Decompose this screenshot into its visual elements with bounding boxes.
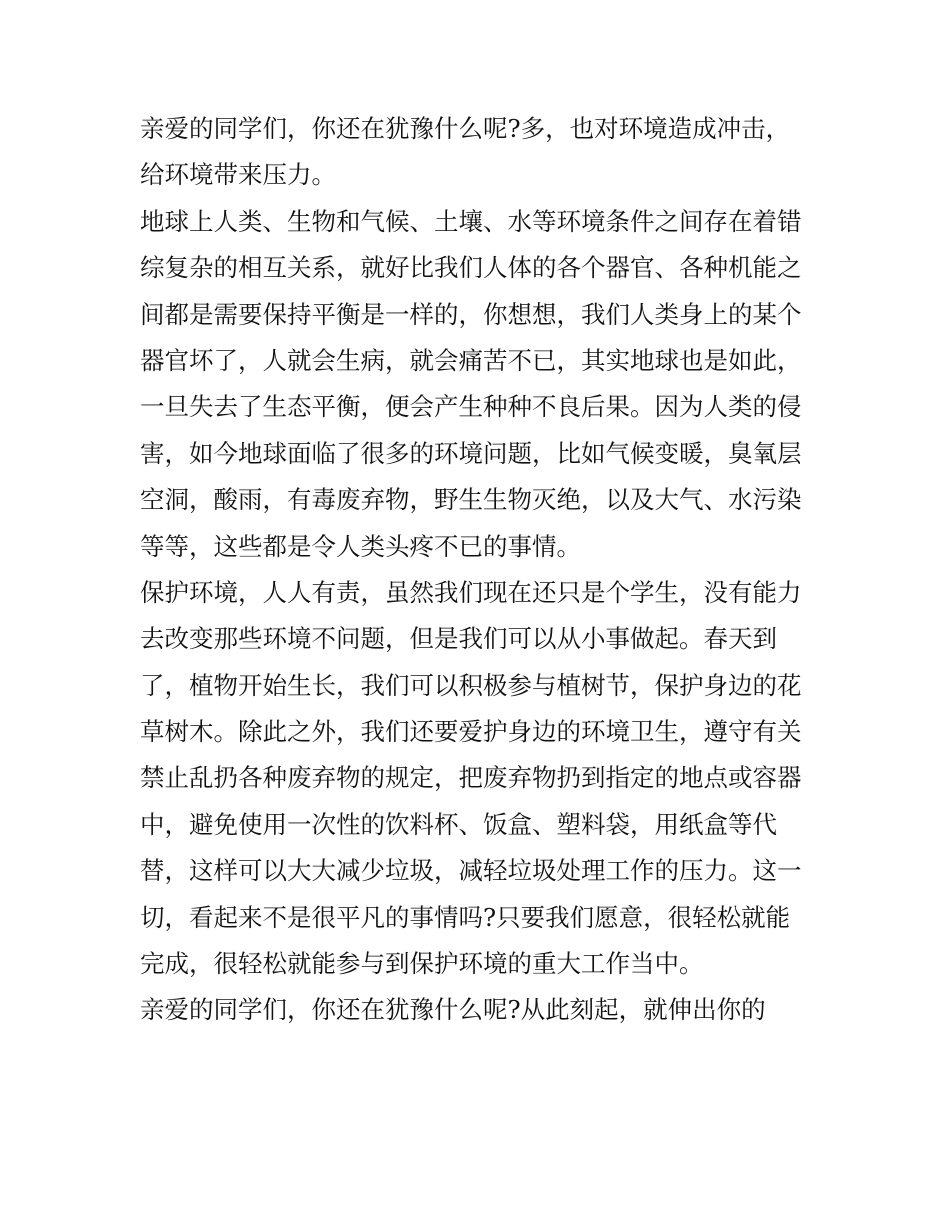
text-line: 地球上人类、生物和气候、土壤、水等环境条件之间存在着错 [140,206,802,236]
text-line: 去改变那些环境不问题，但是我们可以从小事做起。春天到 [140,624,777,654]
text-line: 切，看起来不是很平凡的事情吗?只要我们愿意，很轻松就能 [140,902,791,932]
text-line: 综复杂的相互关系，就好比我们人体的各个器官、各种机能之 [140,253,802,283]
text-line: 了，植物开始生长，我们可以积极参与植树节，保护身边的花 [140,670,802,700]
text-line: 完成，很轻松就能参与到保护环境的重大工作当中。 [140,949,704,979]
text-line: 害，如今地球面临了很多的环境问题，比如气候变暖，臭氧层 [140,438,802,468]
paragraph-4 [140,987,812,1033]
text-line: 一旦失去了生态平衡，便会产生种种不良后果。因为人类的侵 [140,392,802,422]
text-line: 等等，这些都是令人类头疼不已的事情。 [140,531,581,561]
paragraph-3 [140,570,812,988]
text-line: 中，避免使用一次性的饮料杯、饭盒、塑料袋，用纸盒等代 [140,809,777,839]
text-line: 给环境带来压力。 [140,160,336,190]
paragraph-2 [140,199,812,570]
text-line: 器官坏了，人就会生病，就会痛苦不已，其实地球也是如此， [140,345,802,375]
text-line: 保护环境，人人有责，虽然我们现在还只是个学生，没有能力 [140,577,802,607]
text-line: 亲爱的同学们，你还在犹豫什么呢?从此刻起，就伸出你的 [140,995,766,1025]
text-line: 替，这样可以大大减少垃圾，减轻垃圾处理工作的压力。这一 [140,856,802,886]
document-body [140,106,812,1034]
text-line: 间都是需要保持平衡是一样的，你想想，我们人类身上的某个 [140,299,802,329]
text-line: 亲爱的同学们，你还在犹豫什么呢?多，也对环境造成冲击， [140,114,791,143]
text-line: 空洞，酸雨，有毒废弃物，野生生物灭绝，以及大气、水污染 [140,485,802,515]
text-line: 草树木。除此之外，我们还要爱护身边的环境卫生，遵守有关 [140,717,802,747]
paragraph-1 [140,106,812,199]
text-line: 禁止乱扔各种废弃物的规定，把废弃物扔到指定的地点或容器 [140,763,802,793]
